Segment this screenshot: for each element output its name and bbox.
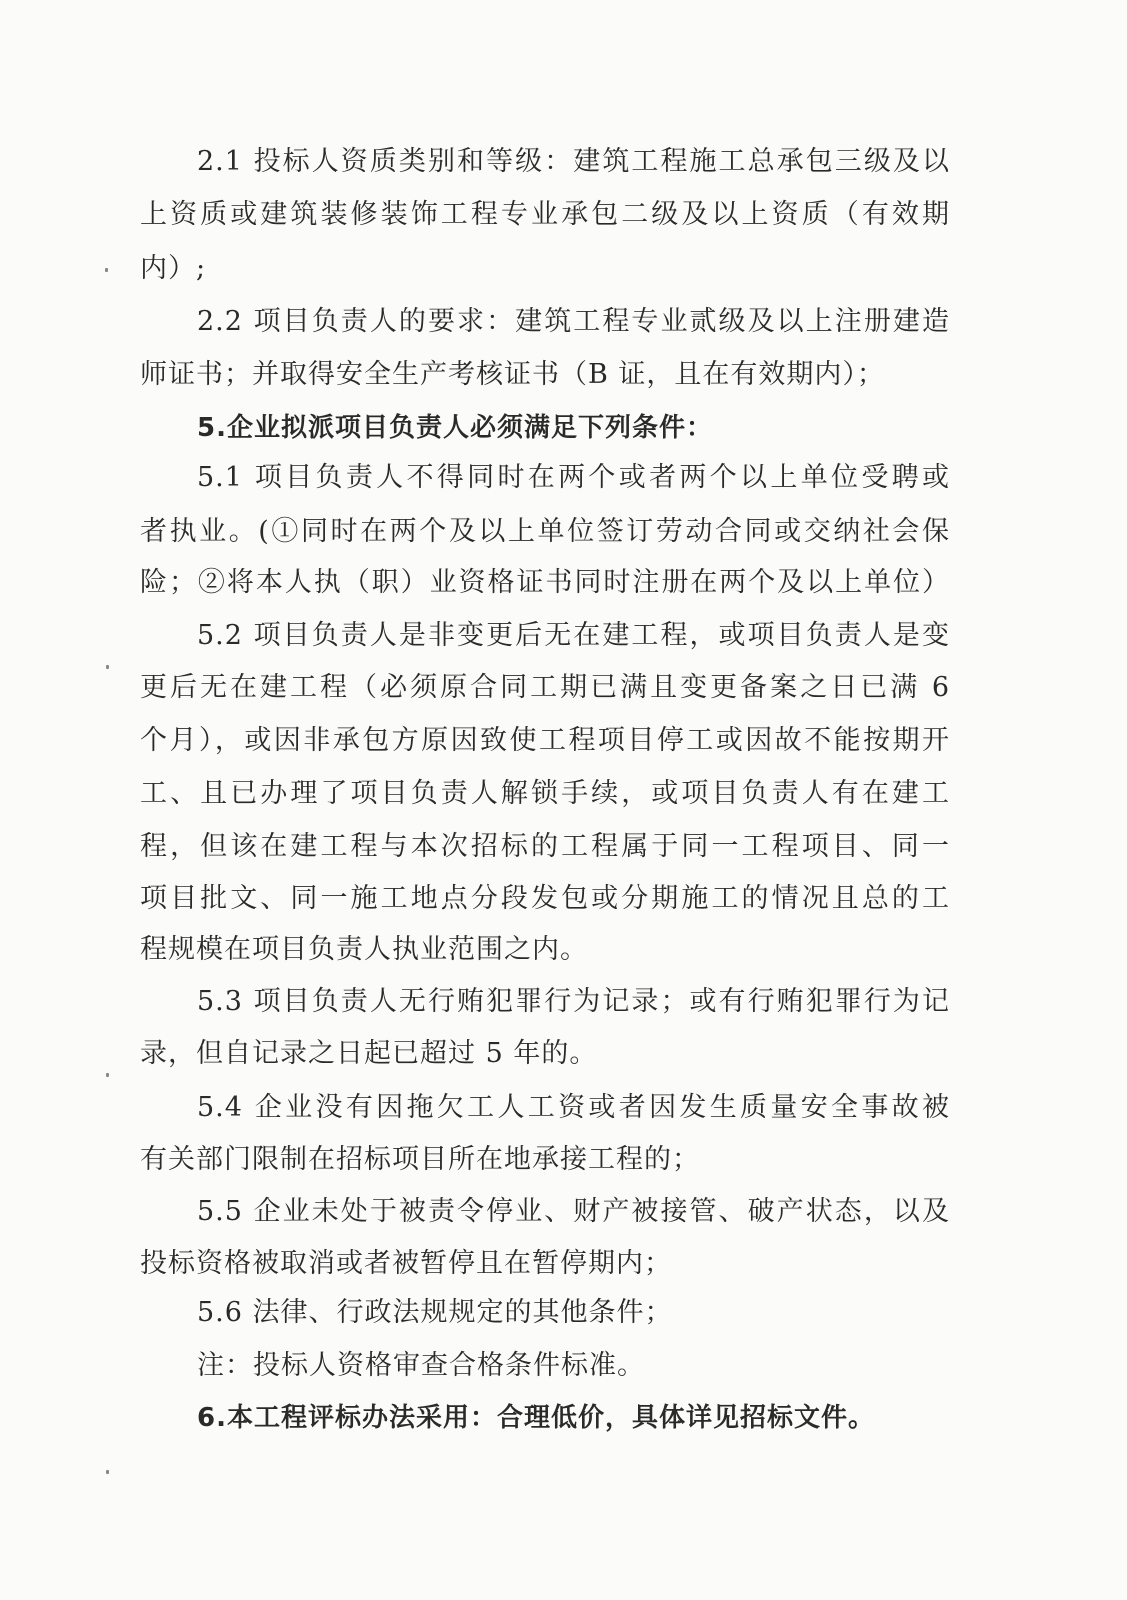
scan-speck xyxy=(106,1073,109,1077)
section-heading-line: 6.本工程评标办法采用：合理低价，具体详见招标文件。 xyxy=(197,1403,875,1433)
text-line: 有关部门限制在招标项目所在地承接工程的； xyxy=(140,1144,700,1175)
text-line: 师证书；并取得安全生产考核证书（B 证，且在有效期内）； xyxy=(140,359,885,390)
text-line: 者执业。(①同时在两个及以上单位签订劳动合同或交纳社会保 xyxy=(140,516,950,547)
text-line: 程规模在项目负责人执业范围之内。 xyxy=(140,934,588,965)
text-line: 5.3 项目负责人无行贿犯罪行为记录；或有行贿犯罪行为记 xyxy=(197,986,950,1017)
scan-speck xyxy=(105,268,108,272)
text-line: 项目批文、同一施工地点分段发包或分期施工的情况且总的工 xyxy=(140,883,950,914)
text-line: 5.6 法律、行政法规规定的其他条件； xyxy=(197,1297,673,1328)
text-line: 上资质或建筑装修装饰工程专业承包二级及以上资质（有效期 xyxy=(140,199,950,230)
text-line: 2.2 项目负责人的要求：建筑工程专业贰级及以上注册建造 xyxy=(197,306,950,337)
text-line: 更后无在建工程（必须原合同工期已满且变更备案之日已满 6 xyxy=(140,672,950,703)
text-line: 注：投标人资格审查合格条件标准。 xyxy=(197,1350,645,1381)
scan-speck xyxy=(106,1470,109,1474)
text-line: 程，但该在建工程与本次招标的工程属于同一工程项目、同一 xyxy=(140,831,950,862)
text-line: 工、且已办理了项目负责人解锁手续，或项目负责人有在建工 xyxy=(140,778,950,809)
text-line: 2.1 投标人资质类别和等级：建筑工程施工总承包三级及以 xyxy=(197,146,950,177)
text-line: 5.5 企业未处于被责令停业、财产被接管、破产状态，以及 xyxy=(197,1196,950,1227)
text-line: 录，但自记录之日起已超过 5 年的。 xyxy=(140,1038,598,1069)
text-line: 个月），或因非承包方原因致使工程项目停工或因故不能按期开 xyxy=(140,725,950,756)
text-line: 5.4 企业没有因拖欠工人工资或者因发生质量安全事故被 xyxy=(197,1092,950,1123)
section-heading-line: 5.企业拟派项目负责人必须满足下列条件： xyxy=(197,413,713,443)
text-line: 投标资格被取消或者被暂停且在暂停期内； xyxy=(140,1248,672,1279)
scan-speck xyxy=(106,665,109,669)
text-line: 险；②将本人执（职）业资格证书同时注册在两个及以上单位） xyxy=(140,567,950,598)
text-line: 5.2 项目负责人是非变更后无在建工程，或项目负责人是变 xyxy=(197,620,950,651)
text-line: 内）; xyxy=(140,253,207,284)
text-line: 5.1 项目负责人不得同时在两个或者两个以上单位受聘或 xyxy=(197,462,950,493)
